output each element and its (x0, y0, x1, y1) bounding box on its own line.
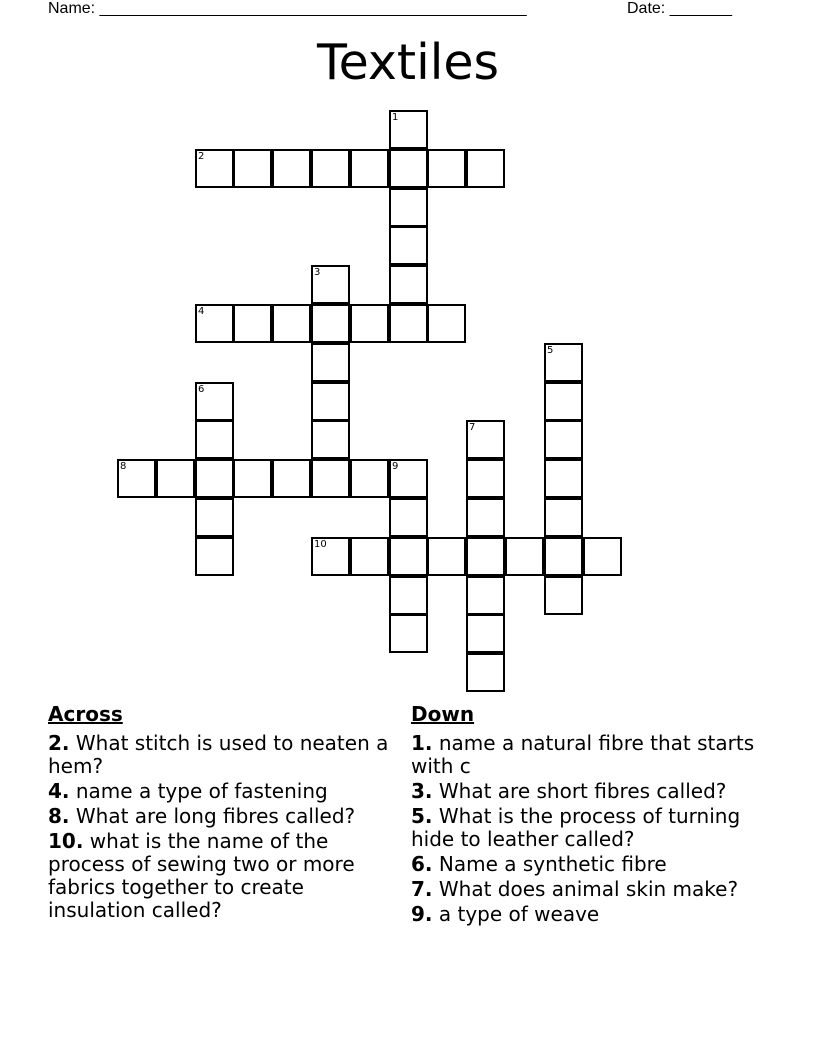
across-clues (48, 702, 393, 924)
grid-cell[interactable] (466, 498, 505, 537)
grid-cell[interactable] (505, 537, 544, 576)
grid-cell[interactable] (427, 149, 466, 188)
clue-number-label: 1 (392, 112, 399, 123)
clue-number: 8. (48, 804, 70, 828)
clue-number-label: 2 (198, 151, 205, 162)
grid-cell[interactable] (544, 459, 583, 498)
clue-down-1 (411, 732, 756, 778)
across-heading: Across (48, 702, 123, 726)
grid-cell[interactable] (389, 576, 428, 615)
clue-text: What is the process of turning hide to leather called? (411, 804, 741, 851)
grid-cell[interactable] (544, 537, 583, 576)
down-heading: Down (411, 702, 475, 726)
grid-cell[interactable] (350, 304, 389, 343)
clue-number: 3. (411, 779, 433, 803)
grid-cell[interactable] (195, 498, 234, 537)
clue-across-10 (48, 830, 393, 922)
grid-cell[interactable] (583, 537, 622, 576)
grid-cell[interactable] (389, 614, 428, 653)
clue-text: name a natural fibre that starts with c (411, 731, 755, 778)
grid-cell[interactable] (389, 498, 428, 537)
clue-number-label: 10 (314, 539, 327, 550)
grid-cell[interactable] (389, 304, 428, 343)
clue-text: What does animal skin make? (438, 877, 739, 901)
clue-number: 9. (411, 902, 433, 926)
grid-cell[interactable] (427, 304, 466, 343)
grid-cell[interactable] (195, 537, 234, 576)
grid-cell[interactable] (311, 420, 350, 459)
down-clues (411, 702, 756, 928)
clue-down-7 (411, 878, 756, 901)
name-field-label[interactable]: Name: ________________________________________________ (48, 0, 527, 17)
grid-cell[interactable] (233, 304, 272, 343)
clue-number: 7. (411, 877, 433, 901)
clue-across-4 (48, 780, 393, 803)
clue-number: 1. (411, 731, 433, 755)
page-title: Textiles (316, 34, 499, 91)
clue-number-label: 7 (469, 422, 476, 433)
grid-cell[interactable] (466, 653, 505, 692)
grid-cell[interactable] (427, 537, 466, 576)
clue-text: What stitch is used to neaten a hem? (48, 731, 389, 778)
clue-text: What are short fibres called? (438, 779, 727, 803)
clue-number-label: 3 (314, 267, 321, 278)
grid-cell[interactable] (466, 149, 505, 188)
clue-down-5 (411, 805, 756, 851)
clue-text: what is the name of the process of sewing two or more fabrics together to create insulation called? (48, 829, 355, 922)
clue-number: 10. (48, 829, 84, 853)
grid-cell[interactable] (272, 459, 311, 498)
grid-cell[interactable] (233, 149, 272, 188)
clue-text: What are long fibres called? (75, 804, 356, 828)
clue-number: 4. (48, 779, 70, 803)
clue-number-label: 5 (547, 345, 554, 356)
clue-text: Name a synthetic fibre (438, 852, 667, 876)
grid-cell[interactable] (350, 459, 389, 498)
grid-cell[interactable] (311, 459, 350, 498)
clue-number-label: 6 (198, 384, 205, 395)
grid-cell[interactable] (311, 343, 350, 382)
clue-across-8 (48, 805, 393, 828)
clue-down-9 (411, 903, 756, 926)
grid-cell[interactable] (311, 382, 350, 421)
grid-cell[interactable] (311, 304, 350, 343)
grid-cell[interactable] (389, 149, 428, 188)
clue-number: 6. (411, 852, 433, 876)
grid-cell[interactable] (272, 149, 311, 188)
grid-cell[interactable] (544, 420, 583, 459)
grid-cell[interactable] (156, 459, 195, 498)
grid-cell[interactable] (466, 576, 505, 615)
clue-number-label: 9 (392, 461, 399, 472)
grid-cell[interactable] (311, 149, 350, 188)
grid-cell[interactable] (544, 498, 583, 537)
grid-cell[interactable] (466, 459, 505, 498)
clue-number-label: 8 (120, 461, 127, 472)
clue-number: 2. (48, 731, 70, 755)
grid-cell[interactable] (195, 420, 234, 459)
grid-cell[interactable] (389, 226, 428, 265)
grid-cell[interactable] (544, 576, 583, 615)
grid-cell[interactable] (544, 382, 583, 421)
grid-cell[interactable] (389, 537, 428, 576)
clue-down-6 (411, 853, 756, 876)
grid-cell[interactable] (466, 537, 505, 576)
date-field-label[interactable]: Date: _______ (627, 0, 732, 17)
grid-cell[interactable] (350, 537, 389, 576)
grid-cell[interactable] (350, 149, 389, 188)
grid-cell[interactable] (389, 188, 428, 227)
clue-number: 5. (411, 804, 433, 828)
grid-cell[interactable] (233, 459, 272, 498)
grid-cell[interactable] (389, 265, 428, 304)
grid-cell[interactable] (466, 614, 505, 653)
clue-number-label: 4 (198, 306, 205, 317)
grid-cell[interactable] (195, 459, 234, 498)
clue-text: a type of weave (438, 902, 600, 926)
clue-across-2 (48, 732, 393, 778)
grid-cell[interactable] (272, 304, 311, 343)
clue-text: name a type of fastening (75, 779, 328, 803)
clue-down-3 (411, 780, 756, 803)
